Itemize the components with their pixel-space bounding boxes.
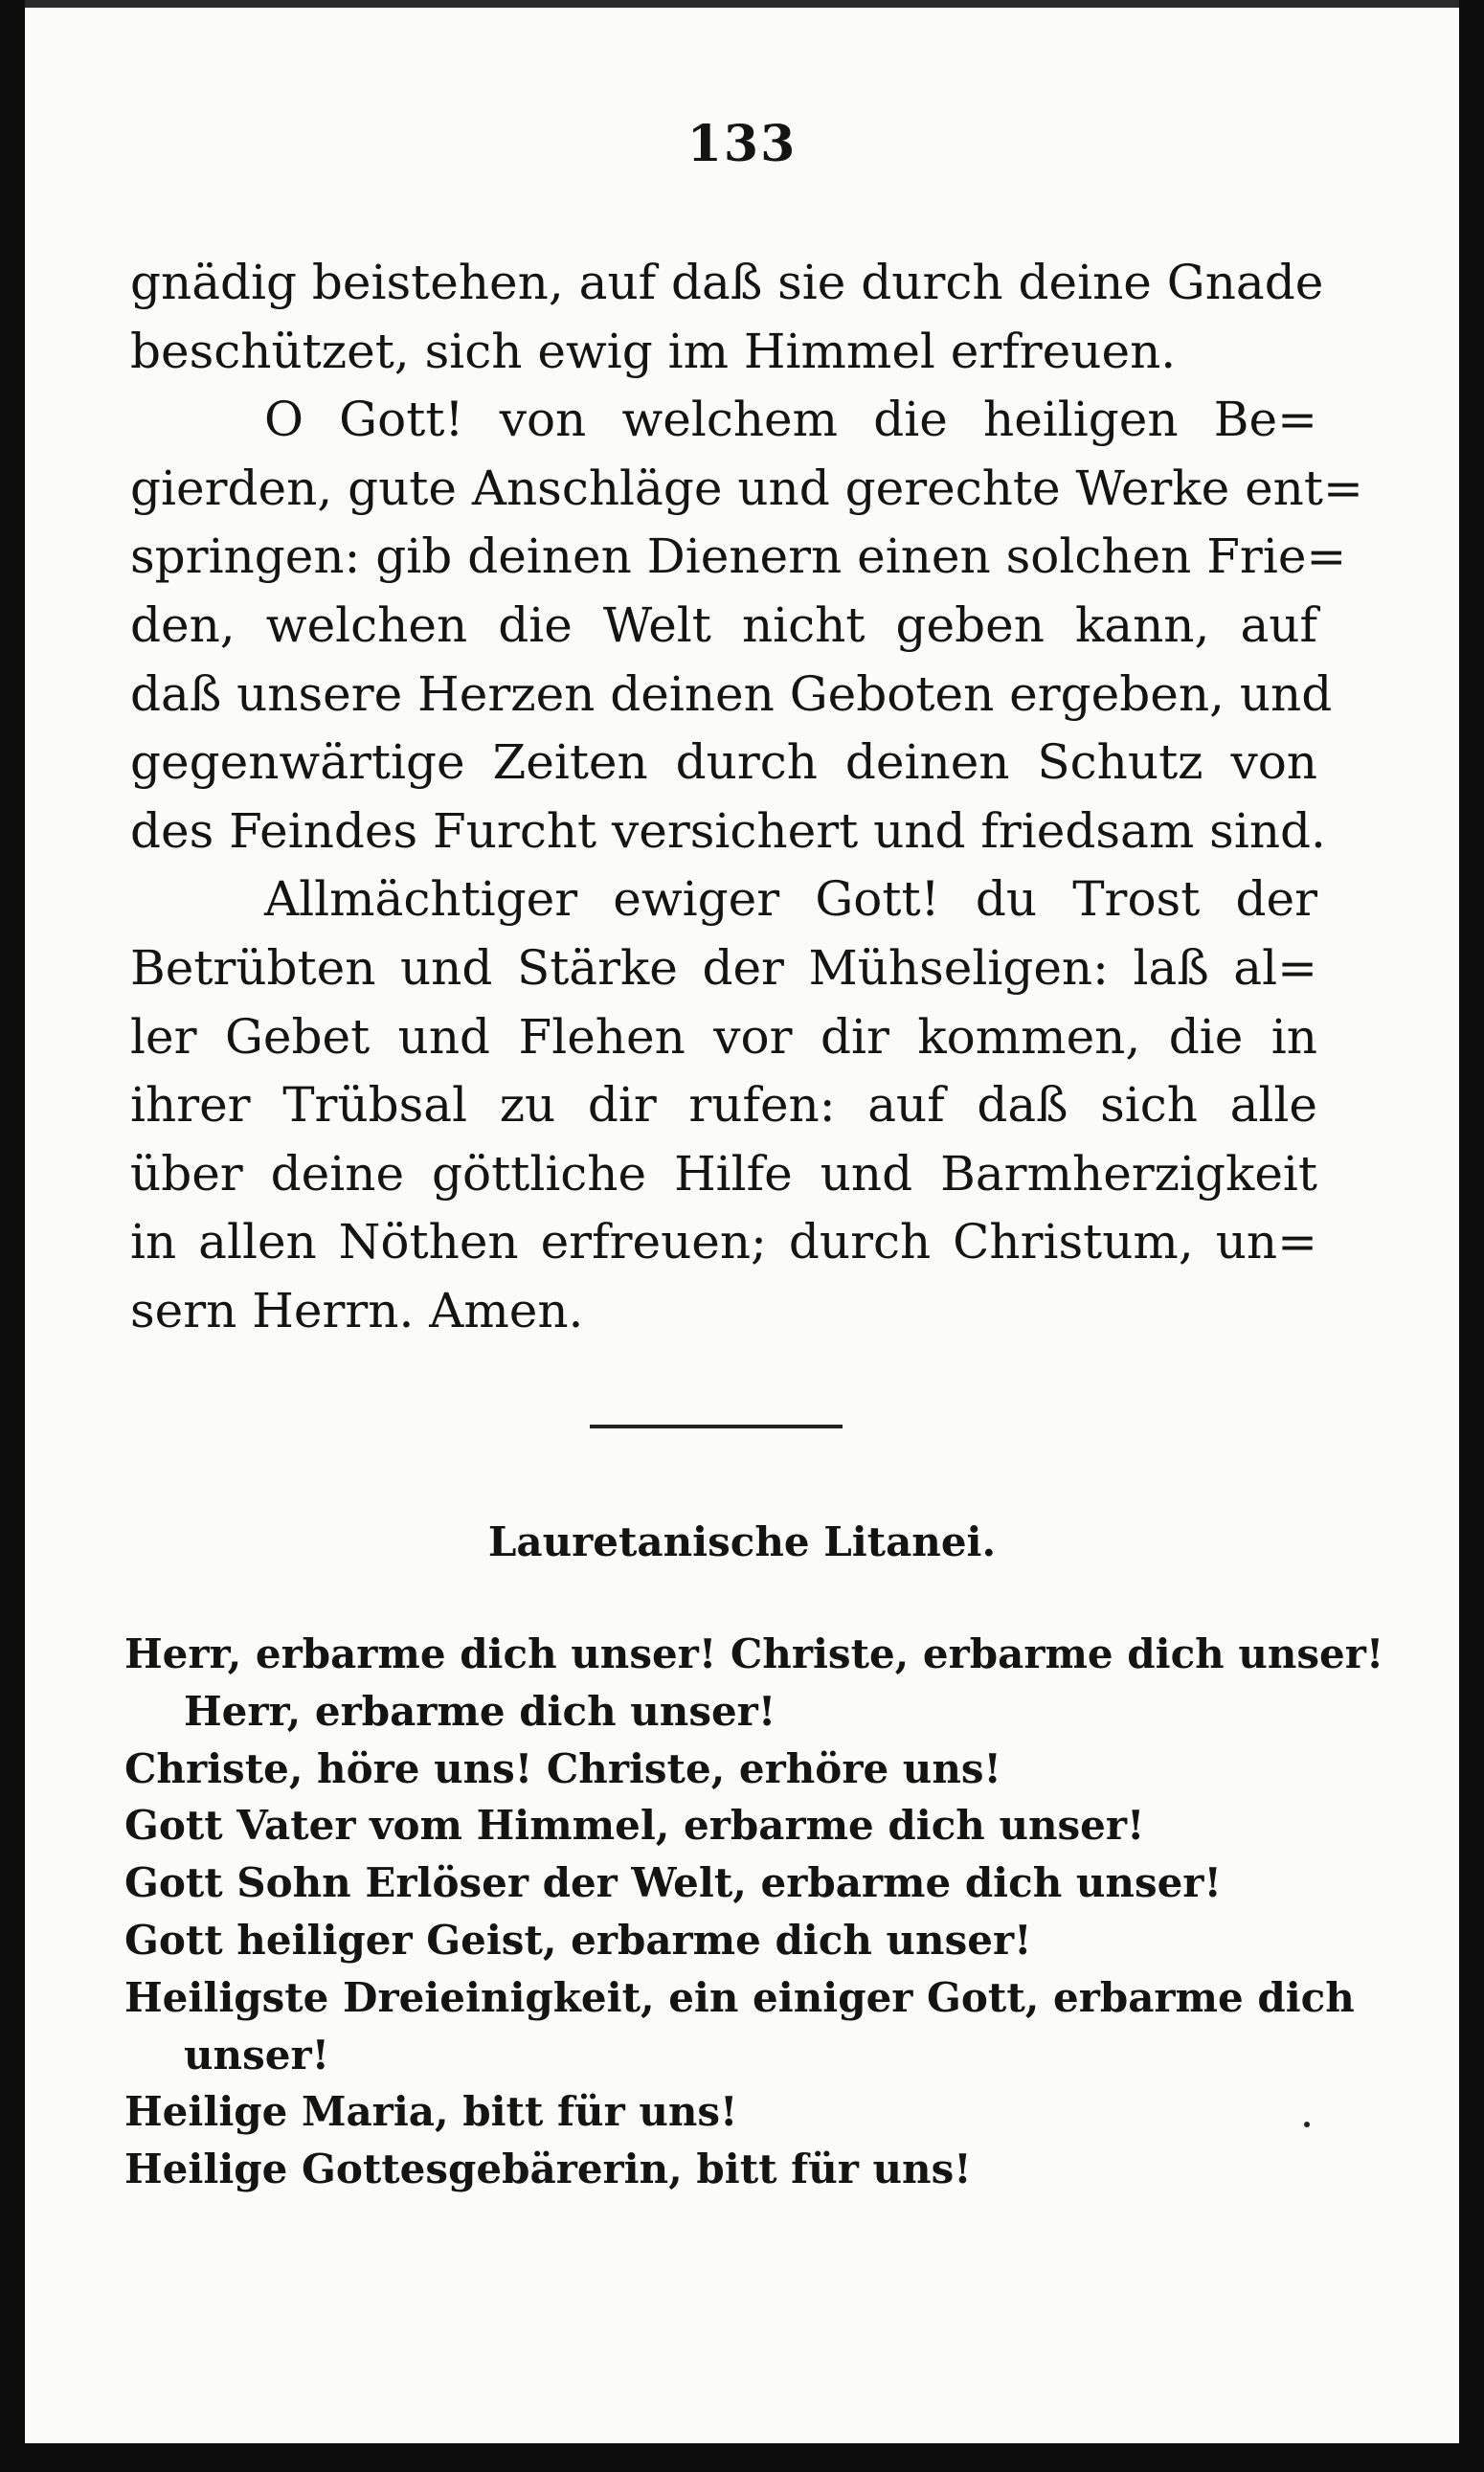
- prayer-line: Betrübten und Stärke der Mühseligen: laß al=: [130, 939, 1317, 996]
- prayer-text: [130, 249, 1363, 1346]
- litany-line: Gott Sohn Erlöser der Welt, erbarme dich unser!: [124, 1859, 1222, 1907]
- book-page: [25, 8, 1459, 2443]
- litany-line: unser!: [184, 2031, 330, 2079]
- litany-line: Christe, höre uns! Christe, erhöre uns!: [124, 1744, 1001, 1792]
- prayer-line: gnädig beistehen, auf daß sie durch deine Gnade: [130, 255, 1324, 310]
- prayer-line: ihrer Trübsal zu dir rufen: auf daß sich alle: [130, 1077, 1317, 1134]
- prayer-line: springen: gib deinen Dienern einen solchen Frie=: [130, 528, 1347, 585]
- prayer-line: sern Herrn. Amen.: [130, 1282, 584, 1338]
- litany-line: Heilige Gottesgebärerin, bitt für uns!: [124, 2146, 972, 2193]
- prayer-line: O Gott! von welchem die heiligen Be=: [264, 392, 1317, 448]
- scan-border-top: [25, 0, 1459, 8]
- prayer-line: gierden, gute Anschläge und gerechte Werke ent=: [130, 460, 1363, 516]
- ink-speck: [1304, 2122, 1310, 2127]
- scan-border-right: [1459, 0, 1484, 2472]
- litany-line: Herr, erbarme dich unser! Christe, erbarme dich unser!: [124, 1630, 1384, 1677]
- prayer-line: in allen Nöthen erfreuen; durch Christum, un=: [130, 1214, 1317, 1270]
- prayer-line: beschützet, sich ewig im Himmel erfreuen.: [130, 323, 1177, 379]
- litany-line: Heilige Maria, bitt für uns!: [124, 2088, 738, 2136]
- scan-border-bottom: [0, 2443, 1484, 2472]
- prayer-line: über deine göttliche Hilfe und Barmherzigkeit: [130, 1145, 1317, 1202]
- prayer-line: Allmächtiger ewiger Gott! du Trost der: [264, 871, 1317, 928]
- section-title: Lauretanische Litanei.: [487, 1518, 997, 1565]
- prayer-line: daß unsere Herzen deinen Geboten ergeben, und: [130, 665, 1333, 722]
- prayer-line: gegenwärtige Zeiten durch deinen Schutz von: [130, 734, 1317, 791]
- litany-text: [124, 1626, 1384, 2198]
- prayer-line: den, welchen die Welt nicht geben kann, auf: [130, 596, 1317, 653]
- page-number: 133: [686, 115, 798, 173]
- litany-line: Herr, erbarme dich unser!: [184, 1687, 776, 1735]
- scan-border-left: [0, 0, 25, 2472]
- litany-line: Gott Vater vom Himmel, erbarme dich unser!: [124, 1802, 1145, 1850]
- prayer-line: des Feindes Furcht versichert und friedsam sind.: [130, 802, 1326, 859]
- prayer-line: ler Gebet und Flehen vor dir kommen, die in: [130, 1008, 1317, 1065]
- litany-line: Heiligste Dreieinigkeit, ein einiger Gott, erbarme dich: [124, 1973, 1355, 2021]
- section-divider: [590, 1425, 843, 1428]
- litany-line: Gott heiliger Geist, erbarme dich unser!: [124, 1916, 1032, 1964]
